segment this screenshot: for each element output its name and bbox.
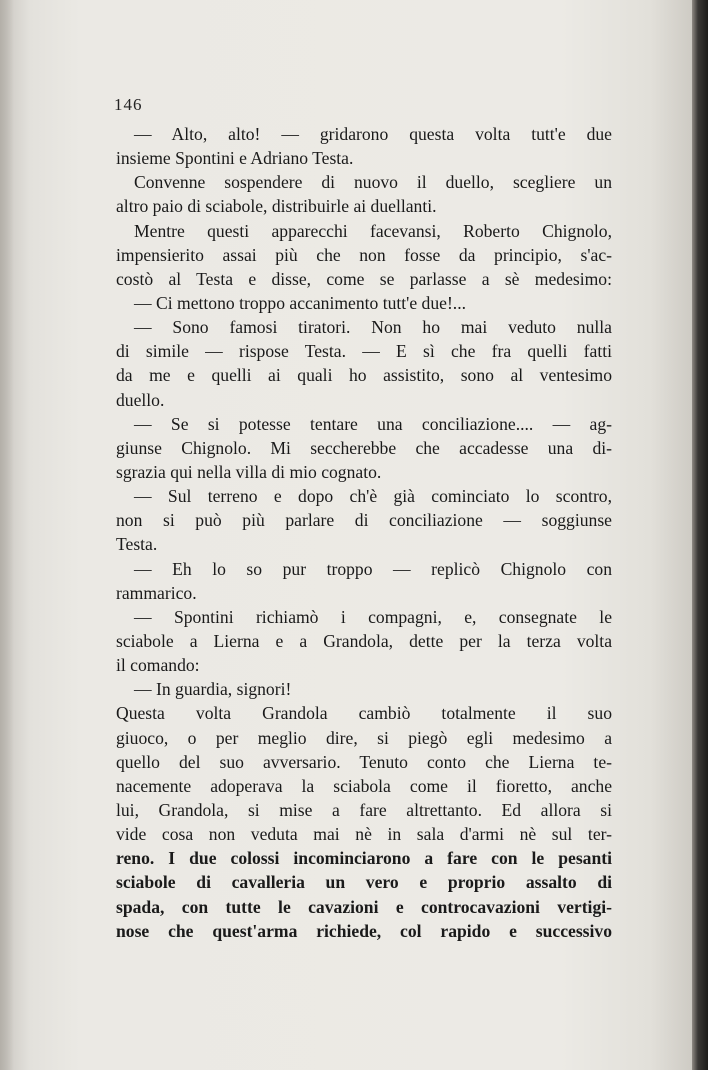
text-line: giunse Chignolo. Mi seccherebbe che accadesse una di- xyxy=(116,437,612,458)
text-line: Testa. xyxy=(116,534,158,555)
text-line: da me e quelli ai quali ho assistito, sono al ventesimo xyxy=(116,365,612,386)
text-line: giuoco, o per meglio dire, si piegò egli medesimo a xyxy=(116,727,612,748)
text-line: spada, con tutte le cavazioni e controcavazioni vertigi- xyxy=(116,896,612,917)
text-line: — In guardia, signori! xyxy=(134,679,292,700)
text-line: Convenne sospendere di nuovo il duello, scegliere un xyxy=(134,172,612,193)
text-line: Questa volta Grandola cambiò totalmente il suo xyxy=(116,703,612,724)
text-line: quello del suo avversario. Tenuto conto che Lierna te- xyxy=(116,751,612,772)
page-edge-shadow xyxy=(692,0,708,1070)
text-line: vide cosa non veduta mai nè in sala d'armi nè sul ter- xyxy=(116,824,612,845)
text-line: — Alto, alto! — gridarono questa volta tutt'e due xyxy=(134,124,612,144)
text-line: sgrazia qui nella villa di mio cognato. xyxy=(116,461,382,482)
page-gutter-shadow xyxy=(0,0,14,1070)
text-line: costò al Testa e disse, come se parlasse a sè medesimo: xyxy=(116,268,612,289)
text-line: — Se si potesse tentare una conciliazione.... — ag- xyxy=(134,413,612,434)
text-line: di simile — rispose Testa. — E sì che fra quelli fatti xyxy=(116,341,612,362)
text-line: rammarico. xyxy=(116,582,197,603)
text-line: Mentre questi apparecchi facevansi, Roberto Chignolo, xyxy=(134,220,612,241)
text-line: sciabole a Lierna e a Grandola, dette per la terza volta xyxy=(116,630,612,651)
text-line: — Ci mettono troppo accanimento tutt'e due!... xyxy=(134,292,466,313)
text-line: altro paio di sciabole, distribuirle ai duellanti. xyxy=(116,196,437,217)
text-line: insieme Spontini e Adriano Testa. xyxy=(116,148,354,169)
text-line: nacemente adoperava la sciabola come il fioretto, anche xyxy=(116,775,612,796)
text-line: — Sul terreno e dopo ch'è già cominciato lo scontro, xyxy=(134,486,612,507)
text-line: lui, Grandola, si mise a fare altrettanto. Ed allora si xyxy=(116,799,612,820)
text-line: — Spontini richiamò i compagni, e, consegnate le xyxy=(134,606,612,627)
page-number: 146 xyxy=(114,95,143,114)
text-line: nose che quest'arma richiede, col rapido e successivo xyxy=(116,920,612,941)
text-line: — Sono famosi tiratori. Non ho mai veduto nulla xyxy=(134,317,612,338)
text-line: sciabole di cavalleria un vero e proprio assalto di xyxy=(116,872,612,893)
text-line: non si può più parlare di conciliazione — soggiunse xyxy=(116,510,612,531)
page-body-text xyxy=(116,122,612,943)
text-line: duello. xyxy=(116,389,165,410)
text-line: il comando: xyxy=(116,655,200,676)
text-line: — Eh lo so pur troppo — replicò Chignolo con xyxy=(134,558,612,579)
text-line: impensierito assai più che non fosse da principio, s'ac- xyxy=(116,244,612,265)
text-line: reno. I due colossi incominciarono a fare con le pesanti xyxy=(116,848,612,869)
